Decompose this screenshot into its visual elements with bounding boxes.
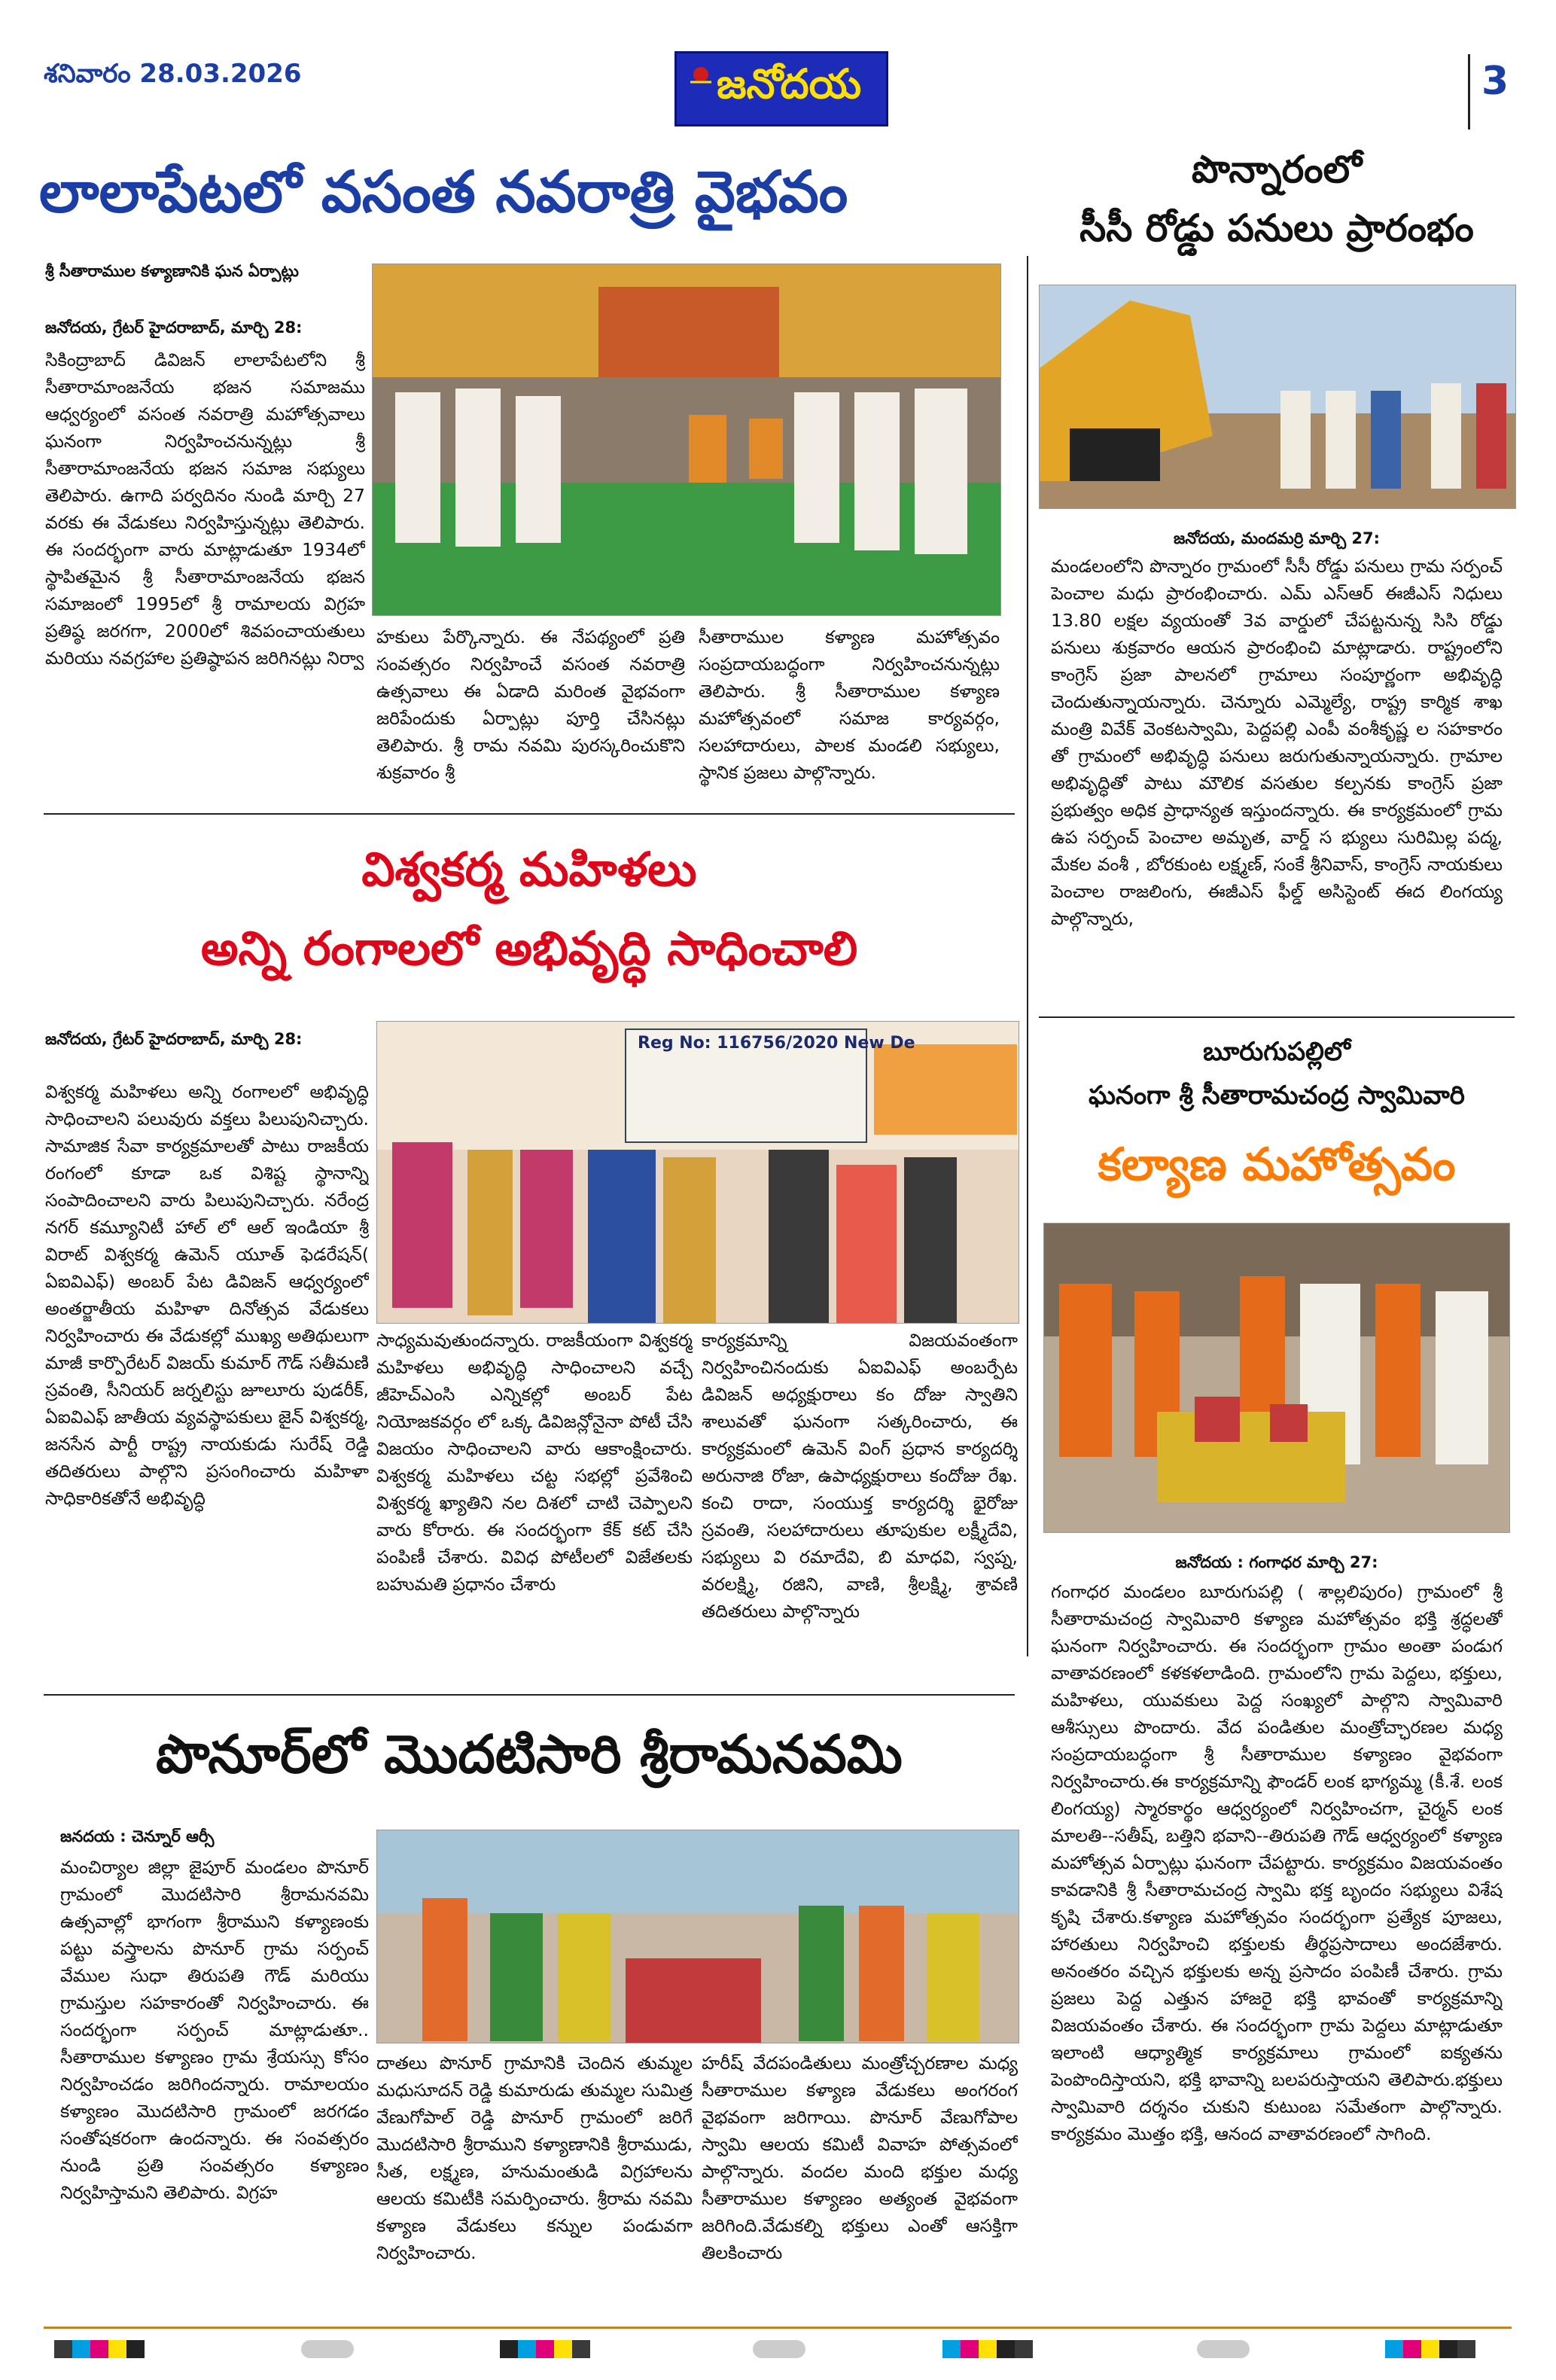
story3-headline: పొనూర్‌లో మొదటిసారి శ్రీరామనవమి [156,1723,903,1785]
story2-dateline: జనోదయ, గ్రేటర్ హైదరాబాద్, మార్చి 28: [45,1030,303,1048]
story4-dateline: జనోదయ, మందమర్రి మార్చి 27: [1173,529,1381,547]
story4-headline-line-2: సీసీ రోడ్డు పనులు ప్రారంభం [1079,206,1474,250]
story5-headline-line-1: బూరుగుపల్లిలో [1203,1037,1350,1067]
masthead-logo[interactable] [674,51,888,126]
story5-photo [1043,1223,1510,1533]
story4-headline-line-1: పొన్నారంలో [1191,148,1363,191]
story3-column-3: హరీష్ వేదపండితులు మంత్రోచ్చరణాల మధ్య సీతారాముల కళ్యాణ వేడుకలు అంగరంగ వైభవంగా జరిగాయి. పొనూర్ వేణుగోపాల స్వామి ఆలయ కమిటీ వివాహ పోత్సవంలో పాల్గొన్నారు. వందల మంది భక్తుల మధ్య సీతారాముల కళ్యాణం అత్యంత వైభవంగా జరిగింది.వేడుకల్ని భక్తులు ఎంతో ఆసక్తిగా తిలకించారు [702,2052,1018,2263]
registration-marks-3 [942,2340,1033,2358]
story2-headline-line-2: అన్ని రంగాలలో అభివృద్ధి సాధించాలి [200,921,858,976]
story3-column-2: దాతలు పొనూర్ గ్రామానికి చెందిన తుమ్మల మధుసూదన్ రెడ్డి కుమారుడు తుమ్మల సుమిత్ర వేణుగోపాల్ రెడ్డి పొనూర్ గ్రామంలో జరిగే మొదటిసారి శ్రీరాముని కళ్యాణానికి శ్రీరాముడు, సీత, లక్ష్మణ, హనుమంతుడి విగ్రహాలను ఆలయ కమిటీకి సమర్పించారు. శ్రీరామ నవమి కళ్యాణ వేడుకలు కన్నుల పండువగా నిర్వహించారు. [376,2052,693,2263]
section-divider-2 [44,1694,1015,1696]
story4-photo [1039,285,1516,509]
story2-headline-line-1: విశ్వకర్మ మహిళలు [361,842,697,897]
page-number-divider [1468,54,1470,130]
story1-column-1: సికింద్రాబాద్ డివిజన్ లాలాపేటలోని శ్రీ సీతారామాంజనేయ భజన సమాజము ఆధ్వర్యంలో వసంత నవరాత్రి మహోత్సవాలు ఘనంగా నిర్వహించనున్నట్లు శ్రీ సీతారామాంజనేయ భజన సమాజ సభ్యులు తెలిపారు. ఉగాది పర్వదినం నుండి మార్చి 27 వరకు ఈ వేడుకలు నిర్వహిస్తున్నట్లు తెలిపారు. ఈ సందర్భంగా వారు మాట్లాడుతూ 1934లో స్థాపితమైన శ్రీ సీతారామాంజనేయ భజన సమాజంలో 1995లో శ్రీ రామాలయ విగ్రహ ప్రతిష్ఠ జరగగా, 2000లో శివపంచాయతులు మరియు నవగ్రహాల ప్రతిష్ఠాపన జరిగినట్లు నిర్వా [45,349,365,669]
section-divider-1 [44,813,1015,815]
story1-column-rule [1027,256,1028,1656]
story1-headline: లాలాపేటలో వసంత నవరాత్రి వైభవం [39,158,848,225]
registration-pill-3 [1197,2340,1250,2358]
story1-photo [372,264,1001,616]
story1-column-2: హకులు పేర్కొన్నారు. ఈ నేపథ్యంలో ప్రతి సంవత్సరం నిర్వహించే వసంత నవరాత్రి ఉత్సవాలు ఈ ఏడాది మరింత వైభవంగా జరిపేందుకు ఏర్పాట్లు పూర్తి చేసినట్లు తెలిపారు. శ్రీ రామ నవమి పురస్కరించుకొని శుక్రవారం శ్రీ [376,626,685,783]
logo-text: జనోదయ [716,59,862,108]
story5-dateline: జనోదయ : గంగాధర మార్చి 27: [1175,1553,1378,1571]
story1-column-3: సీతారాముల కళ్యాణ మహోత్సవం సంప్రదాయబద్ధంగా నిర్వహించనున్నట్లు తెలిపారు. శ్రీ సీతారాముల కళ్యాణ మహోత్సవంలో సమాజ కార్యవర్గం, సలహాదారులు, పాలక మండలి సభ్యులు, స్థానిక ప్రజలు పాల్గొన్నారు. [699,626,1000,783]
story5-headline-line-3: కల్యాణ మహోత్సవం [1098,1138,1456,1191]
logo-emblem-icon [687,61,714,84]
edition-date: శనివారం 28.03.2026 [44,59,302,89]
footer-rule [44,2327,1512,2329]
page-number: 3 [1481,59,1509,104]
registration-pill-1 [301,2340,354,2358]
story3-column-1: మంచిర్యాల జిల్లా జైపూర్ మండలం పొనూర్ గ్రామంలో మొదటిసారి శ్రీరామనవమి ఉత్సవాల్లో భాగంగా శ్రీరాముని కళ్యాణంకు పట్టు వస్త్రాలను పొనూర్ గ్రామ సర్పంచ్ వేముల సుధా తిరుపతి గౌడ్ మరియు గ్రామస్తుల సహకారంతో నిర్వహించారు. ఈ సందర్భంగా సర్పంచ్ మాట్లాడుతూ.. సీతారాముల కళ్యాణం గ్రామ శ్రేయస్సు కోసం నిర్వహించడం జరిగిందన్నారు. రామాలయం కళ్యాణం మొదటిసారి గ్రామంలో జరగడం సంతోషకరంగా ఉందన్నారు. ఈ సంవత్సరం నుండి ప్రతి సంవత్సరం కళ్యాణం నిర్వహిస్తామని తెలిపారు. విగ్రహ [60,1857,369,2203]
story4-body: మండలంలోని పొన్నారం గ్రామంలో సీసీ రోడ్డు పనులు గ్రామ సర్పంచ్ పెంచాల మధు ప్రారంభించారు. ఎమ్ ఎస్ఆర్ ఈజీఎస్ నిధులు 13.80 లక్షల వ్యయంతో 3వ వార్డులో చేపట్టనున్న సిసి రోడ్డు పనులు శుక్రవారం ఆయన ప్రారంభించి మాట్లాడారు. రాష్ట్రంలోని కాంగ్రెస్ ప్రజా పాలనలో గ్రామాలు సంపూర్ణంగా అభివృద్ధి చెందుతున్నాయన్నారు. చెన్నూరు ఎమ్మెల్యే, రాష్ట్ర కార్మిక శాఖ మంత్రి వివేక్ వెంకటస్వామి, పెద్దపల్లి ఎంపీ వంశీకృష్ణ ల సహకారం తో గ్రామంలో అభివృద్ధి పనులు జరుగుతున్నాయన్నారు. గ్రామాల అభివృద్ధితో పాటు మౌలిక వసతుల కల్పనకు కాంగ్రెస్ ప్రజా ప్రభుత్వం అధిక ప్రాధాన్యత ఇస్తుందన్నారు. ఈ కార్యక్రమంలో గ్రామ ఉప సర్పంచ్ పెంచాల అమృత, వార్డ్ స భ్యులు సురిమిల్ల పద్మ, మేకల వంశీ , బోరకుంట లక్ష్మణ్, సంకే శ్రీనివాస్, కాంగ్రెస్ నాయకులు పెంచాల రాజలింగు, ఈజీఎస్ ఫీల్డ్ అసిస్టెంట్ ఈద లింగయ్య పాల్గొన్నారు, [1051,556,1503,929]
story3-photo [376,1830,1019,2043]
registration-marks-2 [500,2340,590,2358]
story2-column-3: కార్యక్రమాన్ని విజయవంతంగా నిర్వహించినందుకు ఏఐవిఎఫ్ అంబర్పేట డివిజన్ అధ్యక్షురాలు కం దోజు స్వాతిని శాలువతో ఘనంగా సత్కరించారు, ఈ కార్యక్రమంలో ఉమెన్ వింగ్ ప్రధాన కార్యదర్శి అరునాజి రోజా, ఉపాధ్యక్షురాలు కందోజు రేఖ. కంచి రాదా, సంయుక్త కార్యదర్శి భైరోజు స్రవంతి, సలహాదారులు తూపుకుల లక్ష్మీదేవి, సభ్యులు వి రమాదేవి, బి మాధవి, స్వప్న, వరలక్ష్మి, రజిని, వాణి, శ్రీలక్ష్మి, శ్రావణి తదితరులు పాల్గొన్నారు [702,1330,1018,1622]
story3-dateline: జనదయ : చెన్నూర్ ఆర్సీ [60,1827,215,1845]
story2-column-2: సాధ్యమవుతుందన్నారు. రాజకీయంగా విశ్వకర్మ మహిళలు అభివృద్ధి సాధించాలని వచ్చే జీహెచ్ఎంసి ఎన్నికల్లో అంబర్ పేట నియోజకవర్గం లో ఒక్క డివిజన్లోనైనా పోటీ చేసి విజయం సాధించాలని వారు ఆకాంక్షించారు. విశ్వకర్మ మహిళలు చట్ట సభల్లో ప్రవేశించి విశ్వకర్మ ఖ్యాతిని నల దిశలో చాటి చెప్పాలని వారు కోరారు. ఈ సందర్భంగా కేక్ కట్ చేసి పంపిణీ చేశారు. వివిధ పోటీలలో విజేతలకు బహుమతి ప్రధానం చేశారు [376,1330,693,1595]
story5-headline-line-2: ఘనంగా శ్రీ సీతారామచంద్ర స్వామివారి [1089,1080,1465,1111]
story2-photo [376,1021,1019,1324]
registration-pill-2 [753,2340,805,2358]
story5-body: గంగాధర మండలం బూరుగుపల్లి ( శాల్లలిపురం) గ్రామంలో శ్రీ సీతారామచంద్ర స్వామివారి కళ్యాణ మహోత్సవం భక్తి శ్రద్ధలతో ఘనంగా నిర్వహించారు. ఈ సందర్భంగా గ్రామం అంతా పండుగ వాతావరణంలో కళకళలాడింది. గ్రామంలోని గ్రామ పెద్దలు, భక్తులు, మహిళలు, యువకులు పెద్ద సంఖ్యలో పాల్గొని స్వామివారి ఆశీస్సులు పొందారు. వేద పండితుల మంత్రోచ్ఛారణల మధ్య సంప్రదాయబద్ధంగా శ్రీ సీతారాముల కళ్యాణం వైభవంగా నిర్వహించారు.ఈ కార్యక్రమాన్ని ఫౌండర్ లంక భాగ్యమ్మ (కీ.శే. లంక లింగయ్య) స్మారకార్థం ఆధ్వర్యంలో నిర్వహించగా, చైర్మన్ లంక మాలతి--సతీష్, బత్తిని భవాని--తిరుపతి గౌడ్ ఆధ్వర్యంలో కళ్యాణ మహోత్సవ ఏర్పాట్లు ఘనంగా చేపట్టారు. కార్యక్రమం విజయవంతం కావడానికి శ్రీ సీతారామచంద్ర స్వామి భక్త బృందం సభ్యులు విశేష కృషి చేశారు.కళ్యాణ మహోత్సవం సందర్భంగా ప్రత్యేక పూజలు, హారతులు నిర్వహించి భక్తులకు తీర్థప్రసాదాలు అందజేశారు. అనంతరం వచ్చిన భక్తులకు అన్న ప్రసాదం పంపిణీ చేశారు. గ్రామ ప్రజలు పెద్ద ఎత్తున హాజరై భక్తి భావంతో కార్యక్రమాన్ని విజయవంతం చేశారు. ఈ సందర్భంగా గ్రామ పెద్దలు మాట్లాడుతూ ఇలాంటి ఆధ్యాత్మిక కార్యక్రమాలు గ్రామంలో ఐక్యతను పెంపొందిస్తాయని, భక్తి భావాన్ని బలపరుస్తాయని తెలిపారు.భక్తులు స్వామివారి దర్శనం చుకుని కుటుంబ సమేతంగా పాల్గొన్నారు. కార్యక్రమం మొత్తం భక్తి, ఆనంద వాతావరణంలో సాగింది. [1051,1581,1503,2144]
registration-marks-1 [54,2340,145,2358]
story2-column-1: విశ్వకర్మ మహిళలు అన్ని రంగాలలో అభివృద్ధి సాధించాలని పలువురు వక్తలు పిలుపునిచ్చారు. సామాజిక సేవా కార్యక్రమాలతో పాటు రాజకీయ రంగంలో కూడా ఒక విశిష్ట స్థానాన్ని సంపాదించాలని వారు పిలుపునిచ్చారు. నరేంద్ర నగర్ కమ్యూనిటీ హాల్ లో ఆల్ ఇండియా శ్రీ విరాట్ విశ్వకర్మ ఉమెన్ యూత్ ఫెడరేషన్( ఏఐవిఎఫ్) అంబర్ పేట డివిజన్ ఆధ్వర్యంలో అంతర్జాతీయ మహిళా దినోత్సవ వేడుకలు నిర్వహించారు ఈ వేడుకల్లో ముఖ్య అతిథులుగా మాజీ కార్పొరేటర్ విజయ్ కుమార్ గౌడ్ సతీమణి స్రవంతి, సీనియర్ జర్నలిస్టు జూలూరు పుడరీక్, ఏఐవిఎఫ్ జాతీయ వ్యవస్థాపకులు జైన్ విశ్వకర్మ, జనసేన పార్టీ రాష్ట్ర నాయకుడు సురేష్ రెడ్డి తదితరులు పాల్గొని ప్రసంగించారు మహిళా సాధికారికతోనే అభివృద్ధి [45,1081,369,1509]
story1-kicker: శ్రీ సీతారాముల కళ్యాణానికి ఘన ఏర్పాట్లు [45,262,299,280]
photo-banner-text: Reg No: 116756/2020 New De [638,1034,915,1053]
section-divider-right [1039,1016,1515,1018]
registration-marks-4 [1385,2340,1475,2358]
story1-dateline: జనోదయ, గ్రేటర్ హైదరాబాద్, మార్చి 28: [45,318,303,337]
